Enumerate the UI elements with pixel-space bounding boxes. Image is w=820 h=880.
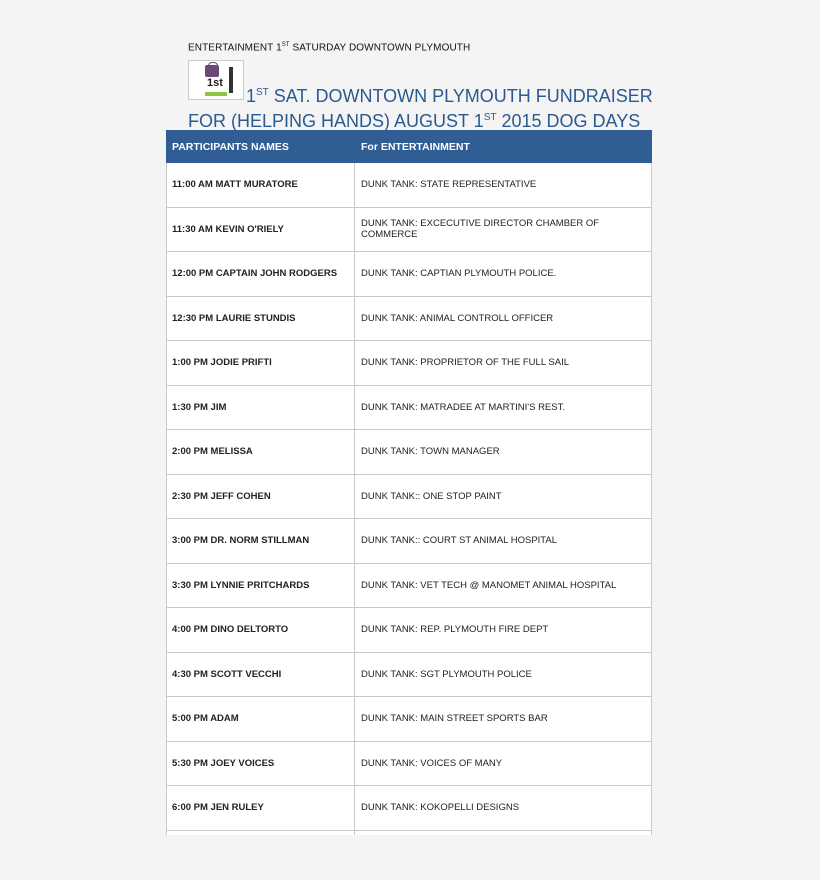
participant-cell: 11:30 AM KEVIN O'RIELY: [167, 207, 355, 252]
table-row: [167, 608, 652, 653]
header-text: ENTERTAINMENT 1: [188, 42, 282, 54]
entertainment-cell: DUNK TANK: KOKOPELLI DESIGNS: [355, 786, 652, 831]
page-title: [188, 82, 653, 132]
table-row: [167, 519, 652, 564]
table-row: [167, 786, 652, 831]
participant-cell: 5:00 PM ADAM: [167, 697, 355, 742]
entertainment-cell: DUNK TANK: MATRADEE AT MARTINI'S REST.: [355, 385, 652, 430]
column-header-participants: PARTICIPANTS NAMES: [167, 131, 355, 163]
document-header: [188, 42, 470, 53]
entertainment-cell: DUNK TANK: EXCECUTIVE DIRECTOR CHAMBER OF COMMERCE: [355, 207, 652, 252]
entertainment-cell: DUNK TANK: PROPRIETOR OF THE FULL SAIL: [355, 341, 652, 386]
participant-cell: 4:00 PM DINO DELTORTO: [167, 608, 355, 653]
entertainment-cell: DUNK TANK: MAIN STREET SPORTS BAR: [355, 697, 652, 742]
title-line-2: [188, 107, 653, 132]
title-line-1: [188, 82, 653, 107]
table-row: [167, 741, 652, 786]
entertainment-cell: DUNK TANK: CAPTIAN PLYMOUTH POLICE.: [355, 252, 652, 297]
title-line1-post: SAT. DOWNTOWN PLYMOUTH FUNDRAISER: [268, 86, 653, 106]
logo-text: 1st: [207, 77, 223, 89]
entertainment-cell: DUNK TANK: VET TECH @ MANOMET ANIMAL HOSPITAL: [355, 563, 652, 608]
title-line1-sup: ST: [256, 87, 269, 98]
table-row: [167, 252, 652, 297]
table-row: [167, 385, 652, 430]
table-row: [167, 563, 652, 608]
participant-cell: 3:00 PM DR. NORM STILLMAN: [167, 519, 355, 564]
table-row: [167, 652, 652, 697]
table-row: [167, 430, 652, 475]
schedule-table: [166, 130, 652, 835]
table-row-cutoff: [167, 830, 652, 835]
entertainment-cell: DUNK TANK:: COURT ST ANIMAL HOSPITAL: [355, 519, 652, 564]
participant-cell: 12:30 PM LAURIE STUNDIS: [167, 296, 355, 341]
table-row: [167, 341, 652, 386]
empty-cell: [167, 830, 355, 835]
entertainment-cell: DUNK TANK: TOWN MANAGER: [355, 430, 652, 475]
empty-cell: [355, 830, 652, 835]
participant-cell: 6:00 PM JEN RULEY: [167, 786, 355, 831]
participant-cell: 1:30 PM JIM: [167, 385, 355, 430]
entertainment-cell: DUNK TANK: ANIMAL CONTROLL OFFICER: [355, 296, 652, 341]
participant-cell: 2:30 PM JEFF COHEN: [167, 474, 355, 519]
participant-cell: 1:00 PM JODIE PRIFTI: [167, 341, 355, 386]
table-row: [167, 163, 652, 208]
table-header-row: [167, 131, 652, 163]
title-line2-post: 2015 DOG DAYS: [496, 111, 641, 131]
table-row: [167, 697, 652, 742]
participant-cell: 4:30 PM SCOTT VECCHI: [167, 652, 355, 697]
title-line1-pre: 1: [246, 86, 257, 106]
participant-cell: 11:00 AM MATT MURATORE: [167, 163, 355, 208]
title-line2-sup: ST: [483, 112, 497, 123]
header-superscript: ST: [281, 42, 290, 48]
participant-cell: 3:30 PM LYNNIE PRITCHARDS: [167, 563, 355, 608]
title-line2-pre: FOR (HELPING HANDS) AUGUST 1: [188, 111, 484, 131]
participant-cell: 2:00 PM MELISSA: [167, 430, 355, 475]
entertainment-cell: DUNK TANK: REP. PLYMOUTH FIRE DEPT: [355, 608, 652, 653]
column-header-entertainment: For ENTERTAINMENT: [355, 131, 652, 163]
table-row: [167, 474, 652, 519]
entertainment-cell: DUNK TANK: STATE REPRESENTATIVE: [355, 163, 652, 208]
entertainment-cell: DUNK TANK: SGT PLYMOUTH POLICE: [355, 652, 652, 697]
header-text-rest: SATURDAY DOWNTOWN PLYMOUTH: [289, 42, 471, 54]
table-row: [167, 207, 652, 252]
table-row: [167, 296, 652, 341]
participant-cell: 12:00 PM CAPTAIN JOHN RODGERS: [167, 252, 355, 297]
entertainment-cell: DUNK TANK: VOICES OF MANY: [355, 741, 652, 786]
participant-cell: 5:30 PM JOEY VOICES: [167, 741, 355, 786]
shopping-bag-icon: [205, 65, 219, 77]
entertainment-cell: DUNK TANK:: ONE STOP PAINT: [355, 474, 652, 519]
